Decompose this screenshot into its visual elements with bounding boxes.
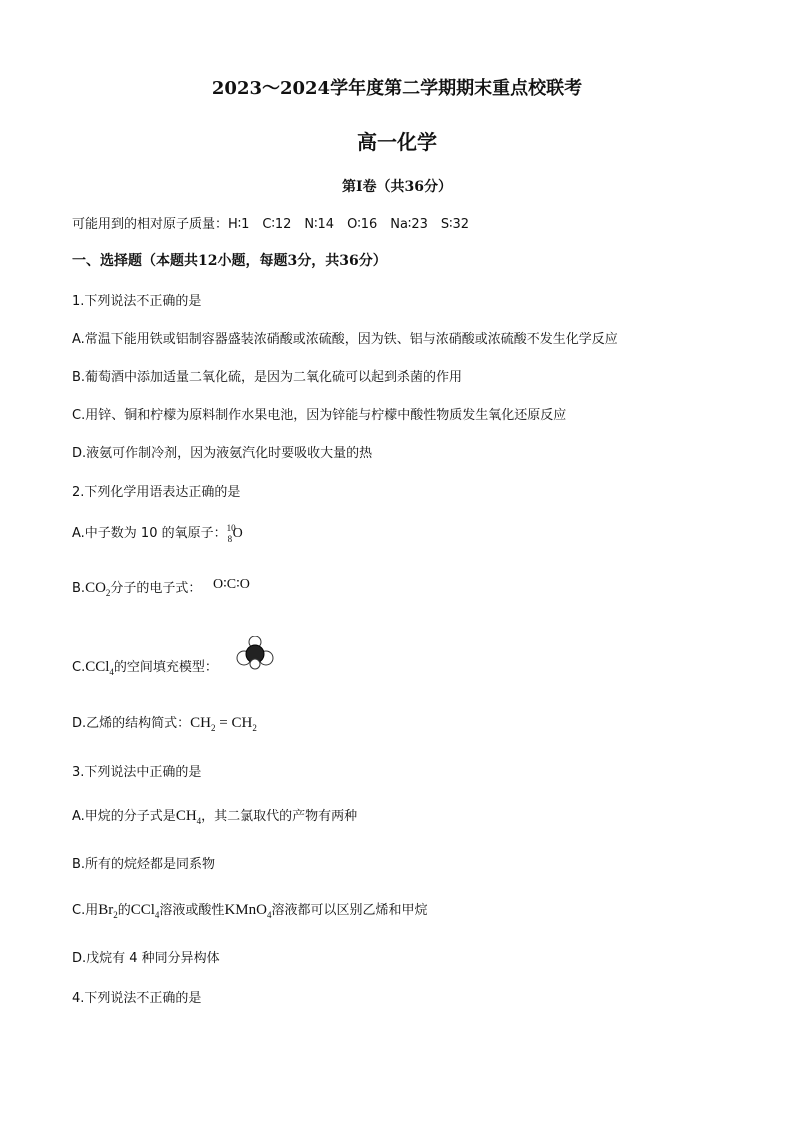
ccl4-formula-q3 [131,902,160,918]
double-bond: = [215,715,232,731]
q3-option-a [72,805,357,826]
ccl4-formula-base: CCl [85,659,110,675]
q2-option-b-prefix: B. [72,581,86,596]
oxygen-isotope [227,523,241,545]
space-filling-model-icon [236,636,274,670]
co2-formula-base: CO [85,580,106,596]
q2-option-d [72,712,257,733]
atomic-masses: 可能用到的相对原子质量：H∶1 C∶12 N∶14 O∶16 Na∶23 S∶32 [72,217,470,232]
ccl4-formula [85,659,114,675]
ccl4-formula-sub: 4 [109,667,114,677]
ethylene-formula [190,715,257,731]
q1-option-b: B.葡萄酒中添加适量二氧化硫，是因为二氧化硫可以起到杀菌的作用 [72,370,463,385]
q3-option-c-rest: 溶液都可以区别乙烯和甲烷 [271,903,428,918]
q2-option-a-text: A.中子数为 10 的氧原子： [72,526,227,541]
ccl4-q3-sub: 4 [154,910,160,920]
q1-option-c: C.用锌、铜和柠檬为原料制作水果电池，因为锌能与柠檬中酸性物质发生氧化还原反应 [72,408,567,423]
ethylene-ch2-left: CH [190,715,211,731]
q1-option-a: A.常温下能用铁或铝制容器盛装浓硝酸或浓硫酸，因为铁、铝与浓硝酸或浓硫酸不发生化学反应 [72,332,618,347]
bromine-formula-base: Br [98,902,114,918]
volume-heading: 第Ⅰ卷（共36分） [341,179,453,195]
exam-subject: 高一化学 [357,130,437,154]
methane-formula-sub: 4 [196,816,202,826]
q2-option-c [72,656,218,677]
bromine-formula [98,902,118,918]
q2-stem: 2.下列化学用语表达正确的是 [72,485,241,500]
q2-option-c-prefix: C. [72,660,86,675]
q3-option-a-text: A.甲烷的分子式是 [72,809,176,824]
methane-formula-base: CH [175,808,197,824]
q3-option-c-prefix: C.用 [72,903,99,918]
q2-option-b-text: 分子的电子式： [110,581,202,596]
exam-title: 2023～2024学年度第二学期期末重点校联考 [211,78,583,99]
q3-option-c [72,899,427,920]
bromine-formula-sub: 2 [113,910,118,920]
q3-stem: 3.下列说法中正确的是 [72,765,202,780]
q2-option-d-text: D.乙烯的结构简式： [72,716,191,731]
isotope-mass: 10 [226,522,236,533]
section-heading: 一、选择题（本题共12小题，每题3分，共36分） [72,253,387,269]
kmno4-formula-sub: 4 [266,910,272,920]
co2-formula [85,580,110,596]
q3-option-c-mid2: 溶液或酸性 [159,903,225,918]
q3-option-d: D.戊烷有 4 种同分异构体 [72,951,220,966]
ccl4-q3-base: CCl [130,902,155,918]
kmno4-formula-base: KMnO [224,902,267,918]
q2-option-c-text: 的空间填充模型： [113,660,218,675]
isotope-symbol: O [232,525,243,541]
methane-formula [176,808,201,824]
q4-stem: 4.下列说法不正确的是 [72,991,202,1006]
q3-option-a-rest: ，其二氯取代的产物有两种 [201,809,358,824]
ethylene-sub-right: 2 [252,723,257,733]
kmno4-formula [224,902,271,918]
co2-formula-sub: 2 [105,588,111,598]
q3-option-b: B.所有的烷烃都是同系物 [72,857,216,872]
isotope-atomic-number: 8 [227,533,233,544]
co2-electron-formula [213,576,250,593]
q1-stem: 1.下列说法不正确的是 [72,294,202,309]
ethylene-ch2-right: CH [231,715,253,731]
q1-option-d: D.液氨可作制冷剂，因为液氨汽化时要吸收大量的热 [72,446,373,461]
co2-electron-formula-text: O∶C∶O [213,577,250,592]
q2-option-a [72,522,241,545]
ethylene-sub-left: 2 [211,723,216,733]
q2-option-b [72,577,201,598]
q3-option-c-mid1: 的 [117,903,131,918]
